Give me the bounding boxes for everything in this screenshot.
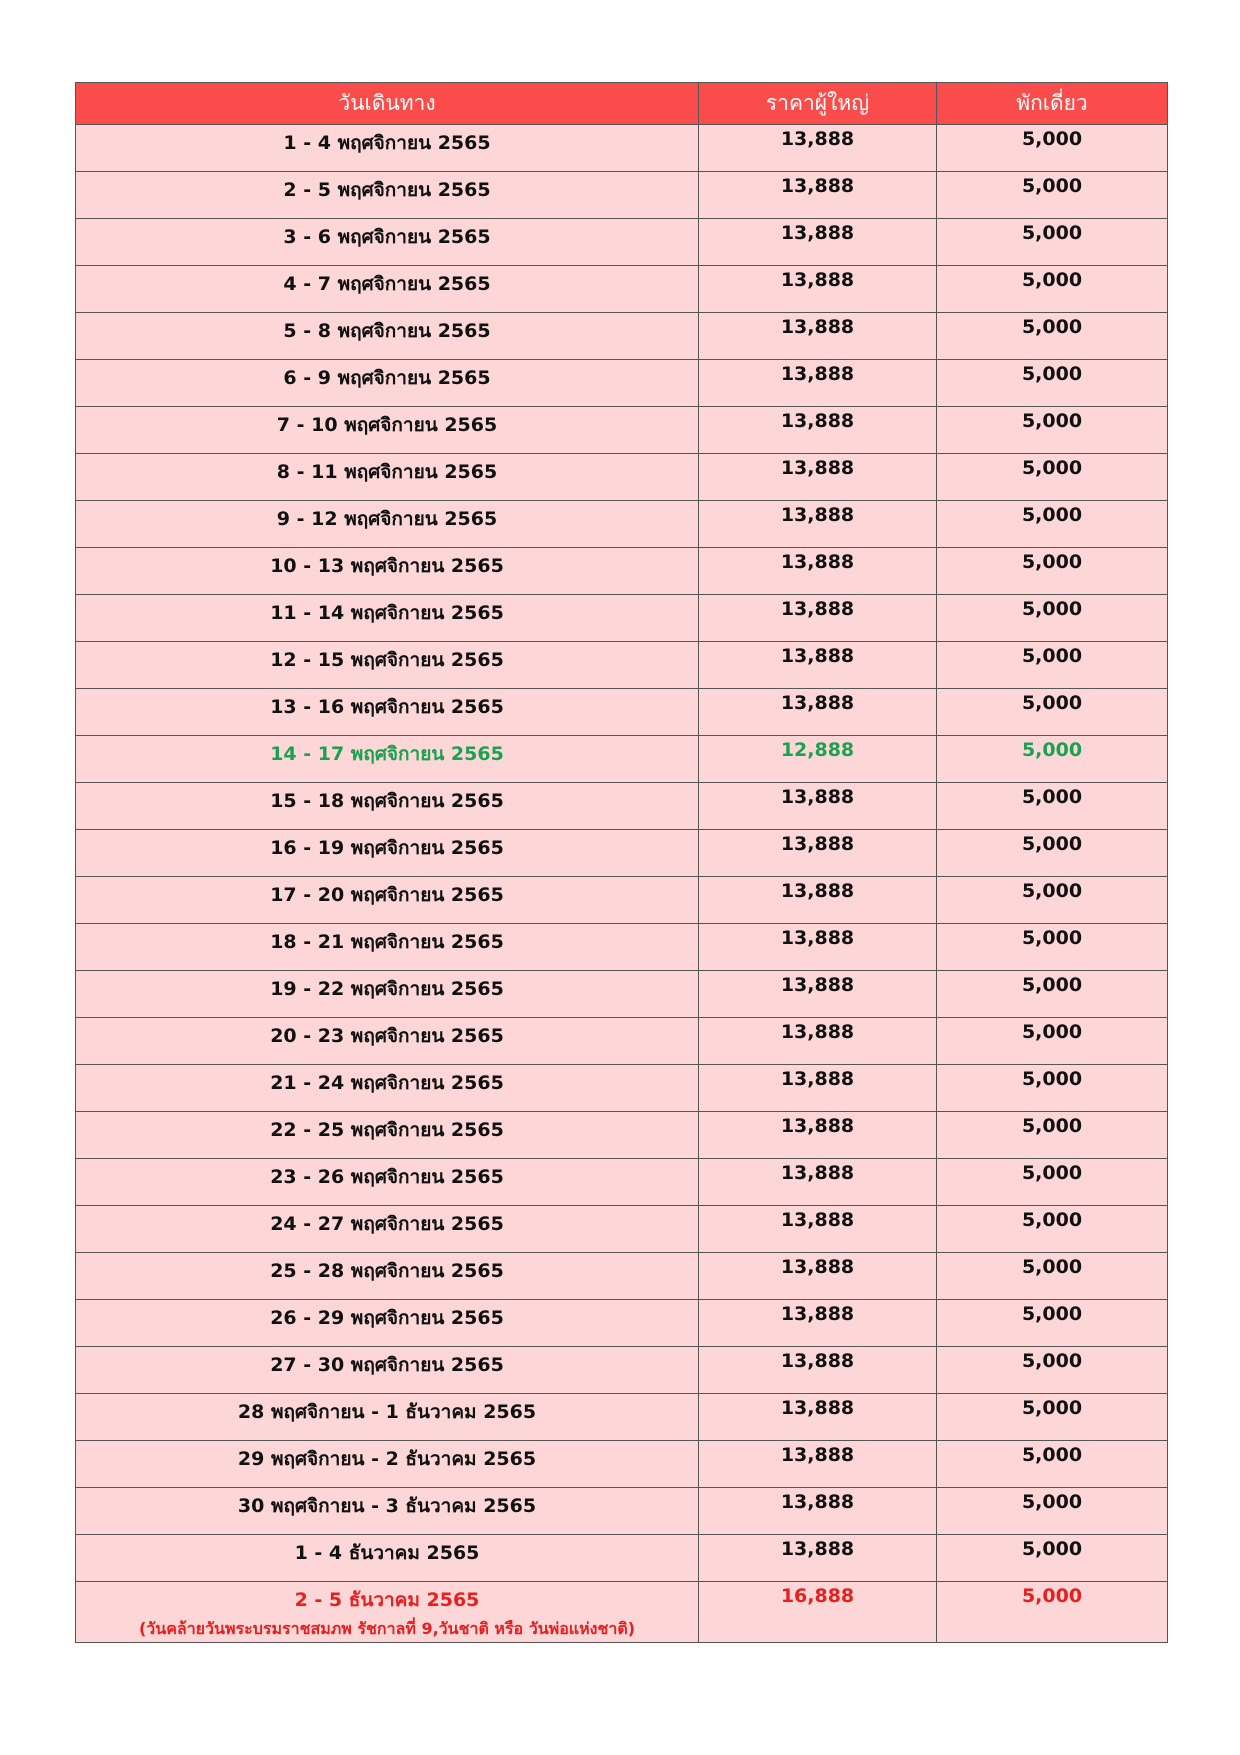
cell-single-supplement: 5,000 (937, 548, 1168, 595)
table-row (76, 924, 1168, 971)
cell-single-supplement: 5,000 (937, 1300, 1168, 1347)
cell-date: 21 - 24 พฤศจิกายน 2565 (76, 1065, 699, 1112)
cell-date: 26 - 29 พฤศจิกายน 2565 (76, 1300, 699, 1347)
cell-adult-price: 13,888 (699, 1112, 937, 1159)
date-text: 2 - 5 ธันวาคม 2565 (294, 1589, 480, 1611)
cell-single-supplement: 5,000 (937, 783, 1168, 830)
cell-single-supplement: 5,000 (937, 266, 1168, 313)
cell-adult-price: 13,888 (699, 642, 937, 689)
header-travel-date: วันเดินทาง (76, 83, 699, 125)
cell-adult-price: 13,888 (699, 454, 937, 501)
cell-date: 13 - 16 พฤศจิกายน 2565 (76, 689, 699, 736)
cell-adult-price: 13,888 (699, 1206, 937, 1253)
table-row (76, 360, 1168, 407)
cell-adult-price: 13,888 (699, 360, 937, 407)
cell-single-supplement: 5,000 (937, 501, 1168, 548)
table-row (76, 454, 1168, 501)
table-row (76, 689, 1168, 736)
cell-adult-price: 13,888 (699, 783, 937, 830)
cell-date: 29 พฤศจิกายน - 2 ธันวาคม 2565 (76, 1441, 699, 1488)
table-row (76, 1441, 1168, 1488)
table-row (76, 266, 1168, 313)
cell-date: 30 พฤศจิกายน - 3 ธันวาคม 2565 (76, 1488, 699, 1535)
cell-date: 22 - 25 พฤศจิกายน 2565 (76, 1112, 699, 1159)
cell-single-supplement: 5,000 (937, 1488, 1168, 1535)
cell-date: 9 - 12 พฤศจิกายน 2565 (76, 501, 699, 548)
cell-date: 23 - 26 พฤศจิกายน 2565 (76, 1159, 699, 1206)
table-row (76, 971, 1168, 1018)
cell-adult-price: 13,888 (699, 1394, 937, 1441)
cell-adult-price: 13,888 (699, 971, 937, 1018)
table-row (76, 1253, 1168, 1300)
cell-adult-price: 13,888 (699, 1253, 937, 1300)
cell-adult-price: 13,888 (699, 1441, 937, 1488)
table-row (76, 407, 1168, 454)
table-row (76, 642, 1168, 689)
cell-single-supplement: 5,000 (937, 1112, 1168, 1159)
table-row (76, 1300, 1168, 1347)
table-header (76, 83, 1168, 125)
table-row (76, 1112, 1168, 1159)
cell-date: 10 - 13 พฤศจิกายน 2565 (76, 548, 699, 595)
table-row (76, 877, 1168, 924)
cell-date: 11 - 14 พฤศจิกายน 2565 (76, 595, 699, 642)
table-row (76, 1347, 1168, 1394)
holiday-note: (วันคล้ายวันพระบรมราชสมภพ รัชกาลที่ 9,วันชาติ หรือ วันพ่อแห่งชาติ) (138, 1619, 636, 1638)
cell-single-supplement: 5,000 (937, 1347, 1168, 1394)
cell-adult-price: 13,888 (699, 548, 937, 595)
cell-date: 28 พฤศจิกายน - 1 ธันวาคม 2565 (76, 1394, 699, 1441)
cell-date: 16 - 19 พฤศจิกายน 2565 (76, 830, 699, 877)
table-row (76, 1488, 1168, 1535)
cell-single-supplement: 5,000 (937, 924, 1168, 971)
cell-single-supplement: 5,000 (937, 971, 1168, 1018)
header-adult-price: ราคาผู้ใหญ่ (699, 83, 937, 125)
cell-adult-price: 13,888 (699, 1300, 937, 1347)
cell-date: 5 - 8 พฤศจิกายน 2565 (76, 313, 699, 360)
cell-single-supplement: 5,000 (937, 830, 1168, 877)
cell-adult-price: 13,888 (699, 172, 937, 219)
header-row (76, 83, 1168, 125)
cell-date: 25 - 28 พฤศจิกายน 2565 (76, 1253, 699, 1300)
cell-adult-price: 13,888 (699, 595, 937, 642)
price-table-container (75, 82, 1167, 1643)
cell-single-supplement: 5,000 (937, 219, 1168, 266)
tour-price-table (75, 82, 1168, 1643)
cell-single-supplement: 5,000 (937, 1582, 1168, 1643)
cell-adult-price: 13,888 (699, 407, 937, 454)
cell-single-supplement: 5,000 (937, 689, 1168, 736)
cell-adult-price: 13,888 (699, 689, 937, 736)
cell-adult-price: 13,888 (699, 125, 937, 172)
cell-single-supplement: 5,000 (937, 1018, 1168, 1065)
cell-date: 14 - 17 พฤศจิกายน 2565 (76, 736, 699, 783)
cell-single-supplement: 5,000 (937, 172, 1168, 219)
table-body (76, 125, 1168, 1643)
table-row (76, 1394, 1168, 1441)
cell-single-supplement: 5,000 (937, 313, 1168, 360)
table-row (76, 595, 1168, 642)
cell-single-supplement: 5,000 (937, 1065, 1168, 1112)
cell-single-supplement: 5,000 (937, 1159, 1168, 1206)
cell-single-supplement: 5,000 (937, 877, 1168, 924)
table-row (76, 313, 1168, 360)
cell-single-supplement: 5,000 (937, 1441, 1168, 1488)
cell-date: 15 - 18 พฤศจิกายน 2565 (76, 783, 699, 830)
cell-single-supplement: 5,000 (937, 125, 1168, 172)
table-row (76, 219, 1168, 266)
cell-date: 8 - 11 พฤศจิกายน 2565 (76, 454, 699, 501)
cell-single-supplement: 5,000 (937, 595, 1168, 642)
header-single-supplement: พักเดี่ยว (937, 83, 1168, 125)
table-row (76, 830, 1168, 877)
cell-adult-price: 13,888 (699, 219, 937, 266)
table-row (76, 548, 1168, 595)
cell-adult-price: 13,888 (699, 1535, 937, 1582)
cell-adult-price: 13,888 (699, 1018, 937, 1065)
cell-date: 1 - 4 ธันวาคม 2565 (76, 1535, 699, 1582)
cell-date: 2 - 5 พฤศจิกายน 2565 (76, 172, 699, 219)
cell-adult-price: 13,888 (699, 1347, 937, 1394)
cell-adult-price: 13,888 (699, 501, 937, 548)
cell-date: 20 - 23 พฤศจิกายน 2565 (76, 1018, 699, 1065)
cell-adult-price: 16,888 (699, 1582, 937, 1643)
cell-date: 6 - 9 พฤศจิกายน 2565 (76, 360, 699, 407)
cell-date (76, 1582, 699, 1643)
cell-adult-price: 13,888 (699, 313, 937, 360)
cell-single-supplement: 5,000 (937, 407, 1168, 454)
cell-adult-price: 13,888 (699, 1159, 937, 1206)
table-row (76, 1159, 1168, 1206)
cell-date: 18 - 21 พฤศจิกายน 2565 (76, 924, 699, 971)
cell-adult-price: 13,888 (699, 1488, 937, 1535)
cell-adult-price: 13,888 (699, 266, 937, 313)
table-row (76, 1065, 1168, 1112)
cell-single-supplement: 5,000 (937, 1206, 1168, 1253)
table-row (76, 736, 1168, 783)
cell-date: 7 - 10 พฤศจิกายน 2565 (76, 407, 699, 454)
cell-single-supplement: 5,000 (937, 1253, 1168, 1300)
cell-adult-price: 13,888 (699, 877, 937, 924)
cell-single-supplement: 5,000 (937, 736, 1168, 783)
table-row (76, 783, 1168, 830)
table-row (76, 125, 1168, 172)
cell-adult-price: 12,888 (699, 736, 937, 783)
cell-single-supplement: 5,000 (937, 454, 1168, 501)
cell-date: 12 - 15 พฤศจิกายน 2565 (76, 642, 699, 689)
table-row (76, 1206, 1168, 1253)
cell-date: 3 - 6 พฤศจิกายน 2565 (76, 219, 699, 266)
cell-single-supplement: 5,000 (937, 642, 1168, 689)
table-row (76, 1018, 1168, 1065)
cell-single-supplement: 5,000 (937, 1535, 1168, 1582)
table-row-holiday (76, 1582, 1168, 1643)
cell-date: 4 - 7 พฤศจิกายน 2565 (76, 266, 699, 313)
cell-adult-price: 13,888 (699, 1065, 937, 1112)
cell-date: 24 - 27 พฤศจิกายน 2565 (76, 1206, 699, 1253)
cell-date: 17 - 20 พฤศจิกายน 2565 (76, 877, 699, 924)
cell-date: 27 - 30 พฤศจิกายน 2565 (76, 1347, 699, 1394)
cell-single-supplement: 5,000 (937, 360, 1168, 407)
table-row (76, 1535, 1168, 1582)
cell-date: 1 - 4 พฤศจิกายน 2565 (76, 125, 699, 172)
cell-single-supplement: 5,000 (937, 1394, 1168, 1441)
cell-adult-price: 13,888 (699, 924, 937, 971)
table-row (76, 172, 1168, 219)
cell-date: 19 - 22 พฤศจิกายน 2565 (76, 971, 699, 1018)
cell-adult-price: 13,888 (699, 830, 937, 877)
table-row (76, 501, 1168, 548)
